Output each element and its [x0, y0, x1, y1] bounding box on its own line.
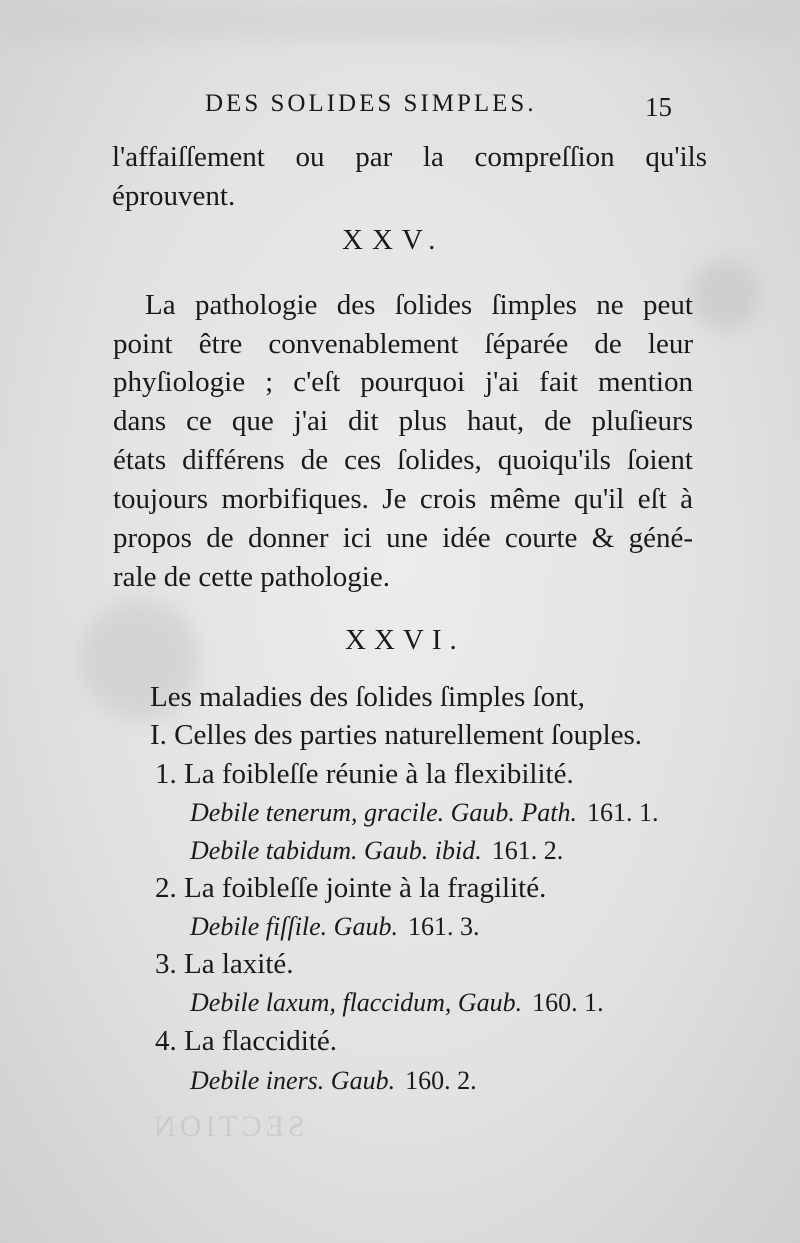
reference-citation: Debile laxum, flaccidum, Gaub. [190, 988, 523, 1017]
list-item-label: 2. La foibleſſe jointe à la fragilité. [155, 872, 547, 904]
text-line: point être convenablement ſéparée de leur [113, 328, 693, 360]
reference-number: 161. 2. [491, 836, 564, 865]
section-26-subheading: I. Celles des parties naturellement ſouples. [150, 719, 643, 751]
section-26-intro: Les maladies des ſolides ſimples ſont, [150, 681, 585, 713]
list-item-label: 3. La laxité. [155, 948, 294, 980]
reference-number: 161. 3. [407, 912, 480, 941]
reference-citation: Debile tenerum, gracile. Gaub. Path. [190, 798, 578, 827]
list-item-reference [190, 798, 659, 827]
reference-number: 160. 1. [532, 988, 604, 1017]
list-item-reference [190, 836, 563, 865]
text-line: propos de donner ici une idée courte & géné- [113, 522, 693, 554]
reference-citation: Debile iners. Gaub. [190, 1066, 396, 1095]
text-line: toujours morbifiques. Je crois même qu'il eſt à [113, 483, 693, 515]
paper-stain [690, 260, 760, 330]
list-item-label: 4. La flaccidité. [155, 1025, 337, 1057]
reference-citation: Debile tabidum. Gaub. ibid. [190, 836, 482, 865]
reference-number: 161. 1. [587, 798, 659, 827]
text-line: l'affaiſſement ou par la compreſſion qu'ils [112, 141, 707, 173]
text-line: éprouvent. [112, 180, 236, 212]
reference-number: 160. 2. [405, 1066, 477, 1095]
text-line: dans ce que j'ai dit plus haut, de pluſieurs [113, 405, 693, 437]
section-heading-26: XXVI. [345, 624, 465, 656]
list-item-reference [190, 1066, 477, 1095]
page-top-shade [0, 0, 800, 40]
bleed-through-text: SECTION [150, 1110, 305, 1143]
text-line: phyſiologie ; c'eſt pourquoi j'ai fait mention [113, 366, 693, 398]
text-line: états différens de ces ſolides, quoiqu'ils ſoient [113, 444, 693, 476]
running-title: DES SOLIDES SIMPLES. [205, 90, 537, 117]
section-heading-25: XXV. [342, 224, 445, 256]
list-item-label: 1. La foibleſſe réunie à la flexibilité. [155, 758, 574, 790]
list-item-reference [190, 912, 479, 941]
text-line: La pathologie des ſolides ſimples ne peut [145, 289, 693, 321]
list-item-reference [190, 988, 604, 1017]
page-number: 15 [645, 92, 672, 122]
reference-citation: Debile fiſſile. Gaub. [190, 912, 398, 941]
text-line: rale de cette pathologie. [113, 561, 390, 593]
